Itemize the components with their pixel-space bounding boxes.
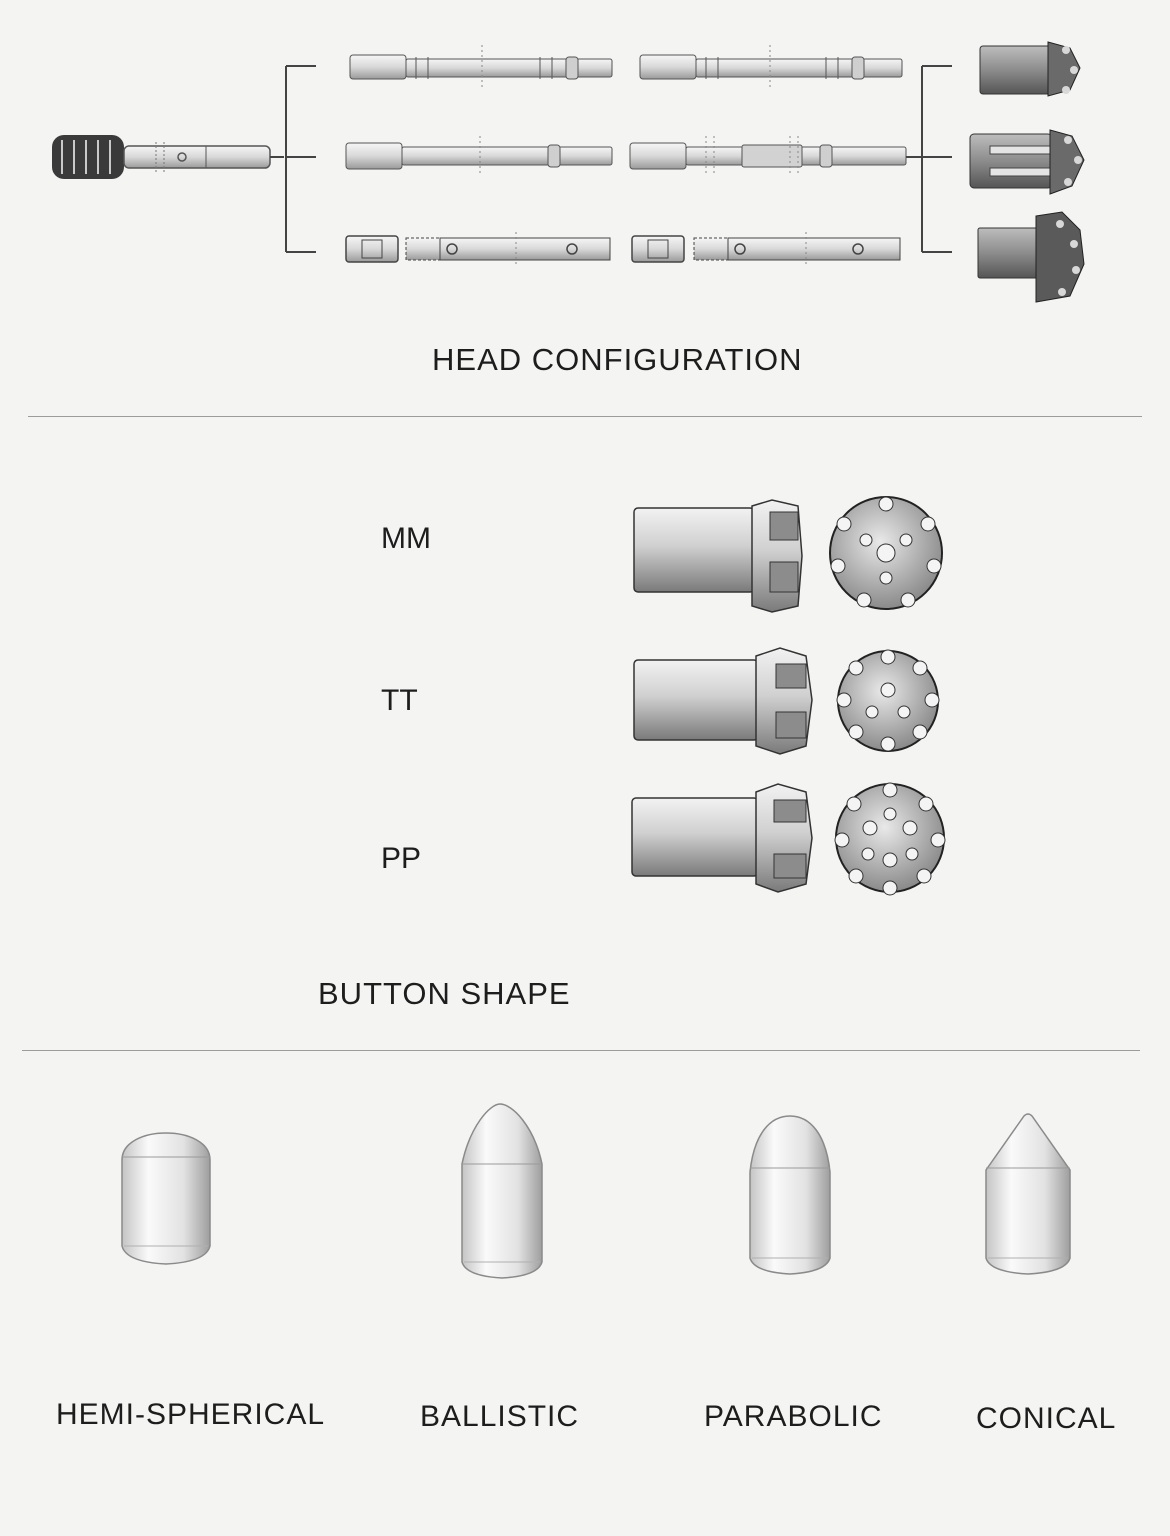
profile-label-ballistic: BALLISTIC — [420, 1400, 580, 1433]
variant-label-tt: TT — [381, 684, 418, 717]
variant-label-mm: MM — [381, 522, 431, 555]
profile-label-parabolic: PARABOLIC — [704, 1400, 883, 1433]
ballistic-button — [462, 1104, 542, 1278]
parabolic-button — [750, 1116, 830, 1274]
profile-label-conical: CONICAL — [976, 1402, 1117, 1435]
variant-label-pp: PP — [381, 842, 422, 875]
hemi-spherical-button — [122, 1133, 210, 1264]
conical-button — [986, 1114, 1070, 1274]
button-shape-title: BUTTON SHAPE — [318, 976, 571, 1011]
head-configuration-title: HEAD CONFIGURATION — [432, 342, 803, 377]
profile-label-hemi-spherical: HEMI-SPHERICAL — [56, 1398, 326, 1431]
